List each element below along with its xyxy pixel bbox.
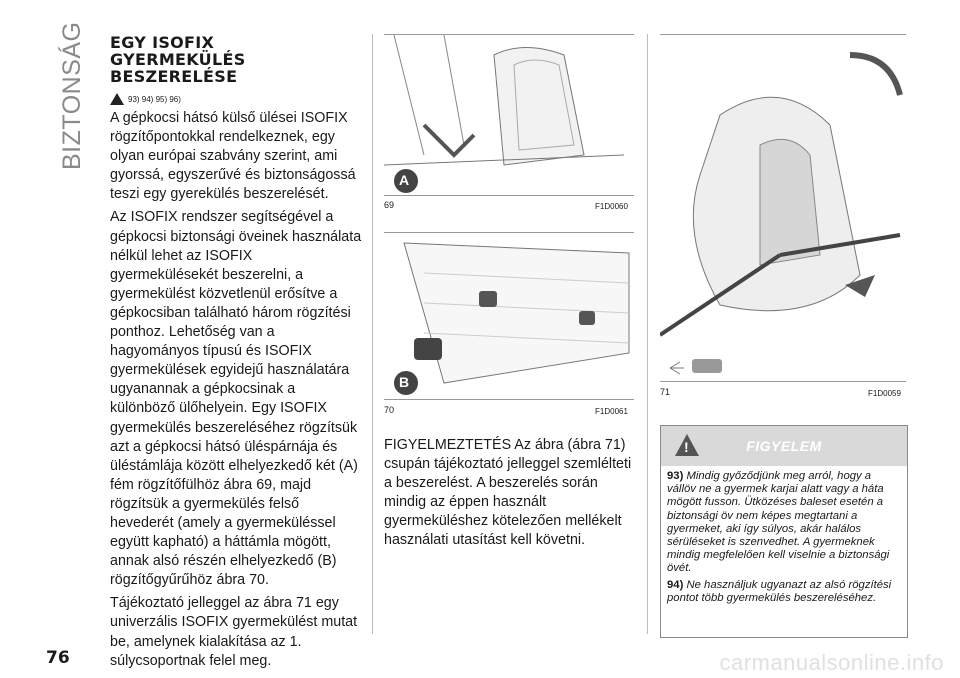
figure-code: F1D0061 [595,407,628,416]
trunk-illustration [384,233,634,399]
watermark: carmanualsonline.info [719,650,944,675]
warning-text: Ne használjuk ugyanazt az alsó rögzítési pontot több gyermekülés beszereléséhez. [667,578,892,604]
warning-refs [110,93,362,105]
warning-title: FIGYELEM [746,438,822,454]
warning-item [667,470,901,576]
column-divider [647,34,648,634]
section-heading: EGY ISOFIX GYERMEKÜLÉS BESZERELÉSE [110,33,246,86]
figure-number: 69 [384,200,395,210]
figure-69-isofix-anchors [384,34,634,196]
paragraph: A gépkocsi hátsó külső ülései ISOFIX rögzítőpontokkal rendelkeznek, egy olyan európai szabvány szerint, ami gyorssá, egyszerűvé és biztonságossá teszi egy gyerekülés beszerelését. [110,110,356,203]
car-icon [692,359,722,373]
page-number: 76 [46,648,70,668]
figure-71-child-seat [660,34,906,382]
child-seat-illustration [660,35,906,381]
warning-body [661,466,907,605]
warning-item [667,579,901,605]
warning-box [660,425,908,638]
seat-illustration [384,35,634,195]
warning-ref: 94) [667,578,684,591]
refs-text: 93) 94) 95) 96) [128,94,181,104]
figure-number: 70 [384,405,395,415]
warning-ref: 93) [667,470,684,482]
column-divider [372,34,373,634]
figure-code: F1D0060 [595,202,628,211]
warning-icon [110,93,124,105]
figure-number: 71 [660,387,671,397]
figure-70-tether-ring [384,232,634,400]
callout-a-label: A [399,172,410,188]
paragraph: Az ISOFIX rendszer segítségével a gépkocsi biztonsági öveinek használata nélkül lehet az ISOFIX gyermekülésekét beszerelni, a gyermekülést közvetlenül erősítve a gépkocsiban található három rögzítési ponthoz. Lehetőség van a hagyományos típusú és ISOFIX gyermekülések egyidejű használatára ugyanannak a gépkocsinak a különböző ülőhelyein. Egy ISOFIX gyermekülés beszereléséhez rögzítsük azt a gépkocsi hátsó üléspárnája és üléstámlája között elhelyezkedő két (A) fém rögzítőfülhöz ábra 69, majd rögzítsük a gyermekülés felső hevederét (amely a gyermeküléssel együtt kapható) a háttámla mögött, annak alsó részén elhelyezkedő (B) rögzítőgyűrűhöz ábra 70. [110,209,362,589]
callout-b-label: B [399,374,410,390]
text-column [110,34,362,671]
warning-header [661,426,907,466]
paragraph: Tájékoztató jelleggel az ábra 71 egy univerzális ISOFIX gyermekülést mutat be, amelynek kialakítása az 1. súlycsoportnak felel meg. [110,595,358,669]
section-side-tab: BIZTONSÁG [58,21,86,170]
warning-text: Mindig győződjünk meg arról, hogy a vállöv ne a gyermek karjai alatt vagy a háta mögött fusson. Ütközéses baleset esetén a biztonsági öv nem képes megtartani a gyermeket, aki így súlyos, akár halálos sérüléseket is szenvedhet. A gyermeknek mindig megfelelően kell viselnie a biztonsági övét. [667,470,890,575]
note-text: FIGYELMEZTETÉS Az ábra (ábra 71) csupán tájékoztató jelleggel szemlélteti a beszerelést. A beszerelés során mindig az éppen használt gyermeküléshez kötelezően mellékelt használati utasítást kell követni. [384,437,632,549]
figure-code: F1D0059 [868,389,901,398]
